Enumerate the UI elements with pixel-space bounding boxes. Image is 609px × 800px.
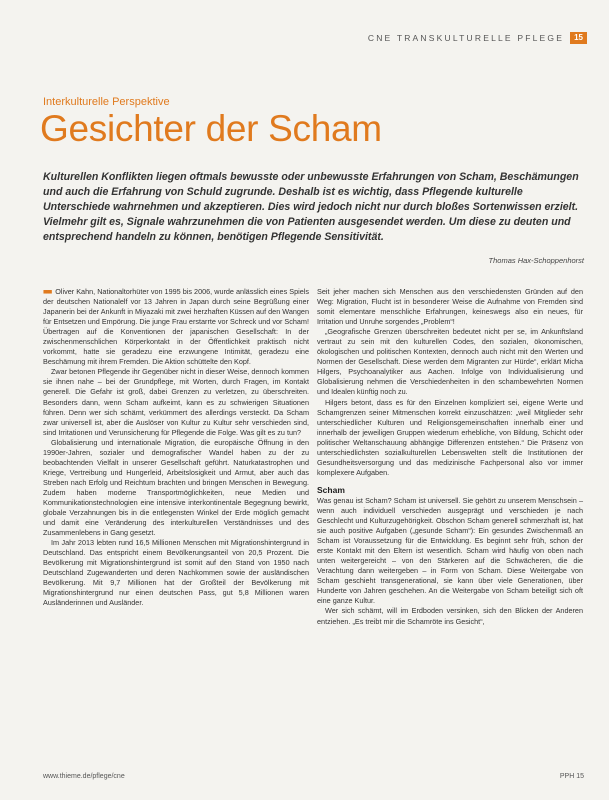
- body-paragraph: ■■■ Oliver Kahn, Nationaltorhüter von 1995 bis 2006, wurde anlässlich eines Spiels der deutschen Nationalelf vor 13 Jahren in Japan durch seine Begrüßung einer Japanerin bei der Ankunft in Miyazaki mit zwei herzhaften Küssen auf den Wangen für Entsetzen und Empörung. Die junge Frau erstarrte vor Schreck und vor Scham! Übertragen auf die Konventionen der japanischen Gesellschaft: In der zwischenmenschlichen Körperkontakt in der Öffentlichkeit praktisch nicht vorkommt, hatte sie geradezu eine erzwungene Intimität, geradezu eine Beschämung mit ihrem Fremden. Die Aktion schüttelte den Kopf.: [43, 287, 310, 367]
- body-paragraph: Was genau ist Scham? Scham ist universell. Sie gehört zu unserem Menschsein – wenn auch individuell verschieden ausgeprägt und verschieden je nach Geschlecht und Kulturzugehörigkeit. Obschon Scham generell schmerzhaft ist, hat sie auch positive Aufgaben („gesunde Scham“): Ein gesundes Zwischenmaß an Scham ist Voraussetzung für die Entwicklung. Es beginnt sehr früh, schon der erste Kontakt mit den Eltern ist wesentlich. Scham wird häufig von oben nach unten weitergereicht – von den Stärkeren auf die Schwächeren, die die Verachtung dann weitergeben – in Form von Scham. Diese Weitergabe von Scham geschieht transgenerational, sie kann über viele Generationen, über Hunderte von Jahren geschehen. An die Weitergabe von Scham beteiligt sich oft eine ganze Kultur.: [317, 495, 583, 606]
- body-column-left: [43, 287, 309, 609]
- kicker: Interkulturelle Perspektive: [43, 96, 170, 108]
- body-paragraph: Zwar betonen Pflegende ihr Gegenüber nicht in dieser Weise, dennoch kommen sie ihnen nahe – bei der Grundpflege, mit Worten, durch Fragen, im Kontakt generell. Die Gefahr ist groß, dabei Grenzen zu verletzen, zu überschreiten. Besonders dann, wenn Scham aufkeimt, kann es zu schwierigen Situationen führen. Denn wer sich schämt, verkümmert des allerdings versteckt. Da Scham zwar universell ist, aber die Auslöser von Kultur zu Kultur sehr verschieden sind, sind Irritationen und Verunsicherung für Pflegende die Folge. Was gilt es zu tun?: [43, 367, 309, 437]
- page-number-box: 15: [570, 32, 587, 44]
- author-byline: Thomas Hax-Schoppenhorst: [488, 256, 584, 265]
- page-footer: [43, 773, 584, 780]
- body-paragraph: Im Jahr 2013 lebten rund 16,5 Millionen Menschen mit Migrationshintergrund in Deutschland. Das entspricht einem Bevölkerungsanteil von 20,5 Prozent. Die Bevölkerung mit Migrationshintergrund ist somit auf den Stand von 1950 nach Deutschland Zugewanderten und deren Nachkommen sowie der ausländischen Bevölkerung. Mit 9,7 Millionen hat der Großteil der Bevölkerung mit Migrationshintergrund nur einen deutschen Pass, gut 5,8 Millionen waren Ausländerinnen und Ausländer.: [43, 538, 309, 608]
- subheading-scham: Scham: [317, 484, 345, 495]
- body-paragraph: Wer sich schämt, will im Erdboden versinken, sich den Blicken der Anderen entziehen. „Es treibt mir die Schamröte ins Gesicht“,: [317, 606, 583, 626]
- article-title: Gesichter der Scham: [40, 108, 382, 149]
- footer-page-number: PPH 15: [559, 773, 584, 780]
- running-header: [368, 32, 587, 44]
- body-paragraph: Hilgers betont, dass es für den Einzelnen kompliziert sei, eigene Werte und Schamgrenzen seiner Mitmenschen korrekt einzuschätzen: „weil Mitglieder sehr unterschiedlicher Kulturen und Religionsgemeinschaften innerhalb einer und innerhalb der jeweiligen Gruppen wiederum erhebliche, von Bildung, Schicht oder politischer Weltanschauung abhängige Differenzen entstehen.“ Die Präsenz von unterschiedlichsten sozialkulturellen Lebenswelten stellt die Institutionen der Gesundheitsversorgung und das medizinische Fachpersonal also vor immer komplexere Aufgaben.: [317, 397, 583, 477]
- section-label: CNE TRANSKULTURELLE PFLEGE: [367, 33, 565, 43]
- footer-url: www.thieme.de/pflege/cne: [43, 773, 125, 780]
- lead-paragraph: Kulturellen Konflikten liegen oftmals bewusste oder unbewusste Erfahrungen von Scham, Beschämungen und auch die Erfahrung von Schuld zugrunde. Deshalb ist es wichtig, dass Pflegende kulturelle Unterschiede wahrnehmen und akzeptieren. Dies wird jedoch nicht nur durch bloßes Sortenwissen erzielt. Vielmehr gilt es, Signale wahrzunehmen die von Patienten ausgesendet werden. Um diese zu deuten und entsprechend handeln zu können, benötigen Pflegende Sensitivität.: [43, 171, 579, 243]
- drop-marker: ■■■: [43, 287, 51, 296]
- body-paragraph: Globalisierung und internationale Migration, die europäische Öffnung in den 1990er-Jahren, sozialer und demografischer Wandel haben zu der zu beobachtenden Vielfalt in unserer Gesellschaft geführt. Naturkatastrophen und Kriege, Vertreibung und Hungerleid, Arbeitslosigkeit und Armut, aber auch das Streben nach Erfolg und Reichtum brachten und bringen Menschen in Bewegung. Zudem haben moderne Transportmöglichkeiten, neue Medien und Kommunikationstechnologien eine intensive interkontinentale Begegnung bewirkt, globale Verzahnungen bis in die entlegensten Winkel der Erde möglich gemacht und damit eine Veränderung des interkulturellen Verständnisses und des Zusammenlebens in Gang gesetzt.: [43, 437, 309, 538]
- body-paragraph: „Geografische Grenzen überschreiten bedeutet nicht per se, im Ankunftsland vertraut zu sein mit den kulturellen Codes, den sozialen, ökonomischen, ökologischen und politischen Kontexten, dennoch auch nicht mit den Werten und Normen der Gesellschaft. Diese werden dem Migranten zur Hürde“, erklärt Micha Hilgers, Psychoanalytiker aus Aachen. Infolge von Individualisierung und Globalisierung nehmen die Verschiedenheiten in den schambewehrten Normen und Idealen künftig noch zu.: [317, 327, 583, 397]
- body-paragraph: Seit jeher machen sich Menschen aus den verschiedensten Gründen auf den Weg: Migration, Flucht ist in besonderer Weise die Aufnahme von Fremden sind somit elementare menschliche Erfahrungen, keineswegs also ein neues, für Irritation und Unruhe sorgendes „Problem“!: [317, 287, 583, 327]
- body-column-right: [317, 287, 583, 627]
